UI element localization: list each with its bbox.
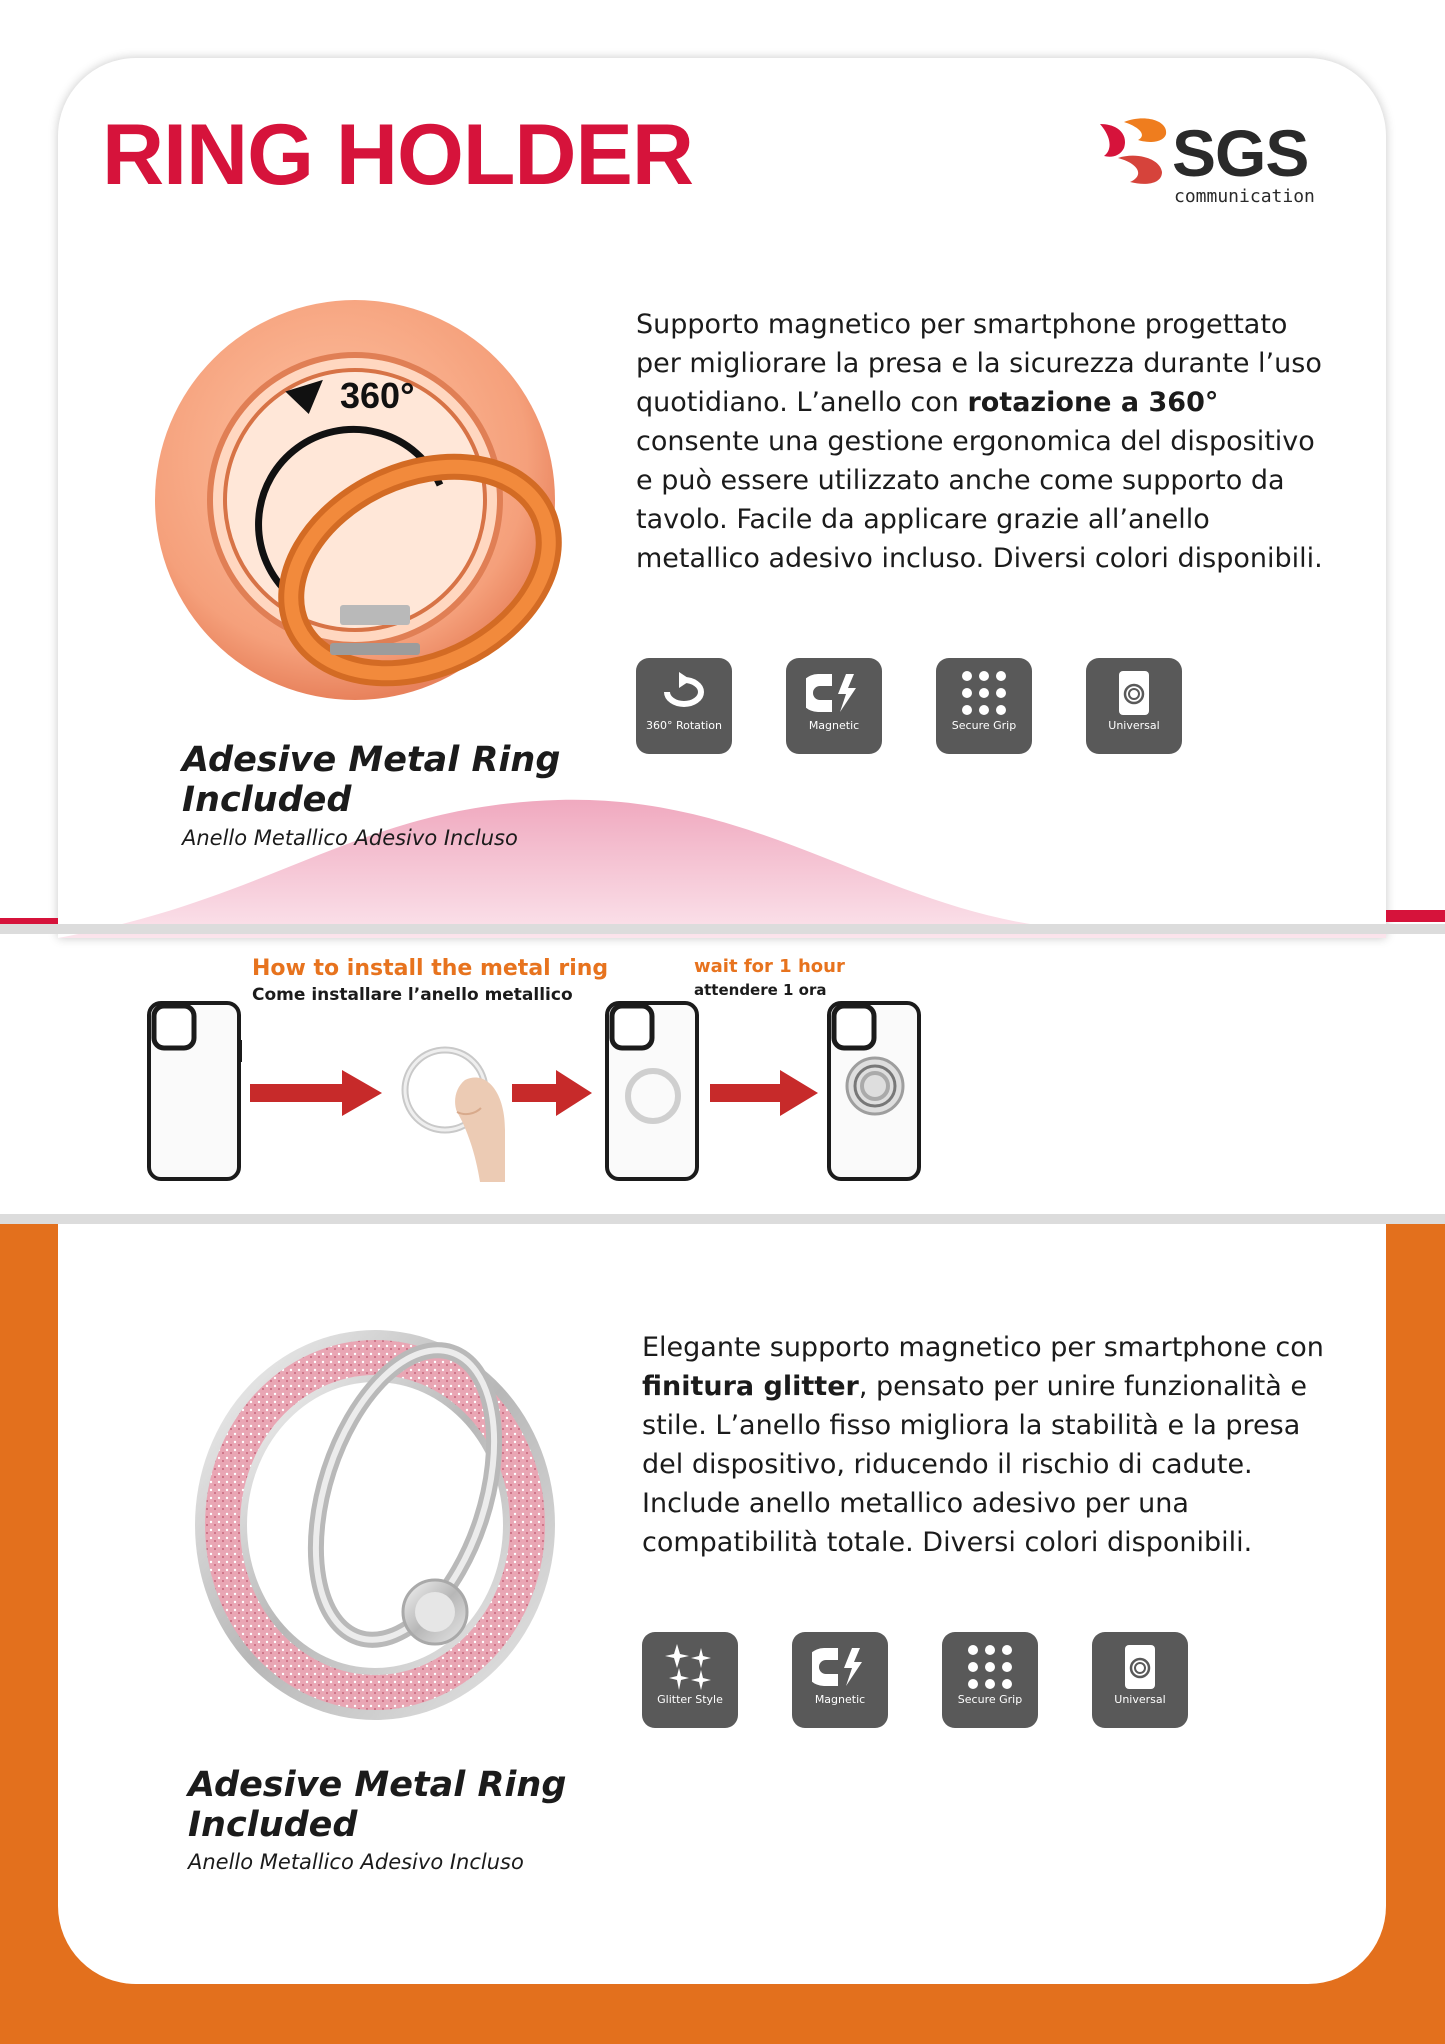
sparkle-icon	[665, 1644, 715, 1690]
grip-dots-icon	[959, 670, 1009, 716]
arrow-right-icon	[250, 1070, 382, 1116]
arrow-right-icon	[512, 1070, 592, 1116]
separator-band-top	[0, 1214, 1445, 1224]
feature-label: Glitter Style	[657, 1693, 723, 1706]
feature-grip	[936, 658, 1032, 754]
ring-caption-title: Adesive Metal Ring Included	[182, 740, 561, 820]
feature-label: Secure Grip	[951, 719, 1017, 732]
feature-label: Secure Grip	[957, 1693, 1023, 1706]
brand-name: SGS	[1172, 116, 1309, 190]
orange-ring-holder-image	[150, 275, 570, 725]
grip-dots-icon	[965, 1644, 1015, 1690]
phone-case-step-2	[604, 1000, 702, 1182]
ring-caption-subtitle: Anello Metallico Adesivo Incluso	[188, 1850, 524, 1874]
product-description: Supporto magnetico per smartphone progettato per migliorare la presa e la sicurezza durante l’uso quotidiano. L’anello con rotazione a 360° consente una gestione ergonomica del dispositivo e può essere utilizzato anche come supporto da tavolo. Facile da applicare grazie all’anello metallico adesivo incluso. Diversi colori disponibili.	[636, 309, 1323, 574]
glitter-ring-holder-image	[185, 1320, 575, 1730]
metal-ring-in-hand-image	[395, 1040, 505, 1182]
install-subtitle: Come installare l’anello metallico	[252, 985, 573, 1005]
rotate-icon	[659, 670, 709, 716]
feature-label: Universal	[1114, 1693, 1166, 1706]
wait-title: wait for 1 hour	[694, 956, 845, 977]
feature-rotation	[636, 658, 732, 754]
phone-case-step-1	[146, 1000, 244, 1182]
ring-caption-title: Adesive Metal Ring Included	[188, 1765, 567, 1845]
red-edge-accent-right	[1386, 910, 1445, 922]
feature-glitter	[642, 1632, 738, 1728]
feature-label: Magnetic	[814, 1693, 866, 1706]
feature-universal	[1092, 1632, 1188, 1728]
brand-subtitle: communication	[1174, 186, 1315, 207]
phone-icon	[1116, 670, 1152, 716]
feature-grip	[942, 1632, 1038, 1728]
phone-icon	[1122, 1644, 1158, 1690]
feature-magnetic	[792, 1632, 888, 1728]
separator-band	[0, 924, 1445, 934]
arrow-right-icon	[710, 1070, 818, 1116]
magnet-icon	[812, 1644, 868, 1690]
feature-label: Universal	[1108, 719, 1160, 732]
rotation-badge: 360°	[340, 375, 415, 416]
feature-universal	[1086, 658, 1182, 754]
page-title: RING HOLDER	[102, 107, 693, 203]
install-title: How to install the metal ring	[252, 956, 609, 981]
phone-case-step-3	[826, 1000, 924, 1182]
feature-label: 360° Rotation	[646, 719, 722, 732]
feature-magnetic	[786, 658, 882, 754]
feature-label: Magnetic	[808, 719, 860, 732]
magnet-icon	[806, 670, 862, 716]
wait-subtitle: attendere 1 ora	[694, 981, 827, 999]
product-description: Elegante supporto magnetico per smartphone con finitura glitter, pensato per unire funzionalità e stile. L’anello fisso migliora la stabilità e la presa del dispositivo, riducendo il rischio di cadute. Include anello metallico adesivo per una compatibilità totale. Diversi colori disponibili.	[642, 1332, 1324, 1558]
ring-caption-subtitle: Anello Metallico Adesivo Incluso	[182, 826, 518, 850]
